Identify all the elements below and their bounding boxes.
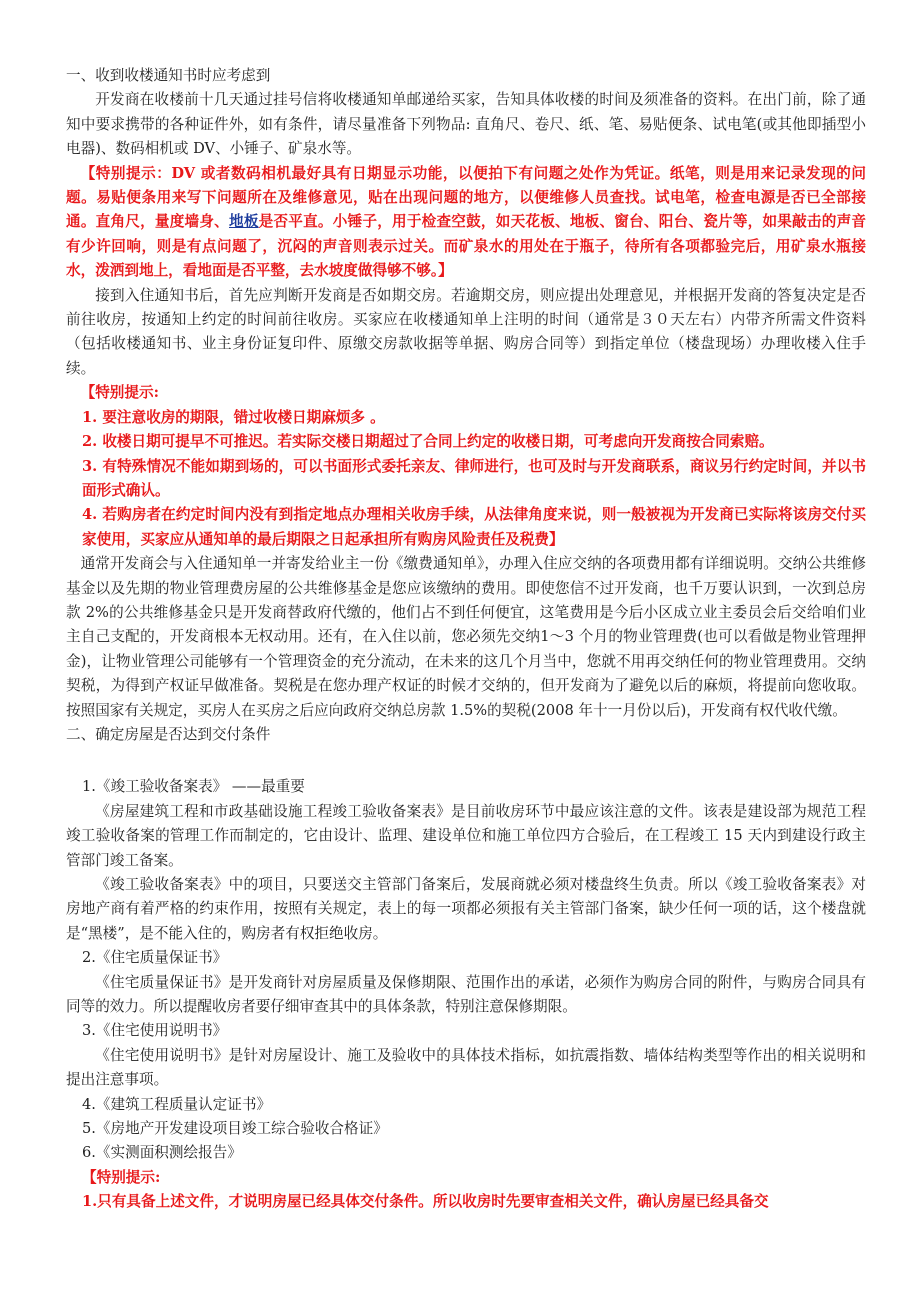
section1-paragraph-3: 通常开发商会与入住通知单一并寄发给业主一份《缴费通知单》，办理入住应交纳的各项费用都有详细说明。交纳公共维修基金以及先期的物业管理费房屋的公共维修基金是您应该缴纳的费用。即使您信不过开发商，也千万要认识到，一次到总房款 2%的公共维修基金只是开发商替政府代缴的，他们占不到任何便宜，这笔费用是今后小区成立业主委员会后交给咱们业主自己支配的，开发商根本无权动用。还有，在入住以前，您必须先交纳1～3 个月的物业管理费(也可以看做是物业管理押金)，让物业管理公司能够有一个管理资金的充分流动，在未来的这几个月当中，您就不用再交纳任何的物业管理费用。交纳契税，为得到产权证早做准备。契税是在您办理产权证的时候才交纳的，但开发商为了避免以后的麻烦，将提前向您收取。按照国家有关规定，买房人在买房之后应向政府交纳总房款 1.5%的契税(2008 年十一月份以后)，开发商有权代收代缴。 bbox=[66, 555, 866, 719]
tip3-item-1: 1.只有具备上述文件，才说明房屋已经具体交付条件。所以收房时先要审查相关文件，确认房屋已经具备交 bbox=[82, 1193, 769, 1211]
spacer bbox=[66, 747, 866, 775]
special-tip-3-title: 【特别提示: bbox=[82, 1168, 161, 1186]
tip2-item-3: 3. 有特殊情况不能如期到场的，可以书面形式委托亲友、律师进行，也可及时与开发商联系，商议另行约定时间，并以书面形式确认。 bbox=[82, 457, 866, 499]
section2-title: 二、确定房屋是否达到交付条件 bbox=[66, 725, 271, 743]
tip1-text-before: 【特别提示：DV 或者数码相机最好具有日期显示功能，以便拍下有问题之处作为凭证。纸笔，则是用来记录发现的问题。易贴便条用来写下问题所在及维修意见，贴在出现问题的地方，以便维修人员查找。试电笔，检查电源是否已全部接通。直角尺，量度墙身、 bbox=[66, 164, 866, 231]
tip2-item-4: 4. 若购房者在约定时间内没有到指定地点办理相关收房手续，从法律角度来说，则一般被视为开发商已实际将该房交付买家使用，买家应从通知单的最后期限之日起承担所有购房风险责任及税费】 bbox=[82, 506, 866, 548]
item1-paragraph-1: 《房屋建筑工程和市政基础设施工程竣工验收备案表》是目前收房环节中最应该注意的文件。该表是建设部为规范工程竣工验收备案的管理工作而制定的，它由设计、监理、建设单位和施工单位四方合验后，在工程竣工 15 天内到建设行政主管部门竣工备案。 bbox=[66, 802, 866, 869]
item5-title: 5.《房地产开发建设项目竣工综合验收合格证》 bbox=[82, 1120, 388, 1138]
item2-title: 2.《住宅质量保证书》 bbox=[82, 949, 228, 967]
item3-paragraph: 《住宅使用说明书》是针对房屋设计、施工及验收中的具体技术指标，如抗震指数、墙体结构类型等作出的相关说明和提出注意事项。 bbox=[66, 1046, 866, 1089]
section1-paragraph-2: 接到入住通知书后，首先应判断开发商是否如期交房。若逾期交房，则应提出处理意见，并根据开发商的答复决定是否前往收房，按通知上约定的时间前往收房。买家应在收楼通知单上注明的时间（通常是３０天左右）内带齐所需文件资料（包括收楼通知书、业主身份证复印件、原缴交房款收据等单据、购房合同等）到指定单位（楼盘现场）办理收楼入住手续。 bbox=[66, 286, 866, 377]
section1-paragraph-1: 开发商在收楼前十几天通过挂号信将收楼通知单邮递给买家，告知具体收楼的时间及须准备的资料。在出门前，除了通知中要求携带的各种证件外，如有条件，请尽量准备下列物品: 直角尺、卷尺、纸、笔、易贴便条、试电笔(或其他即插型小电器)、数码相机或 DV、小锤子、矿泉水等。 bbox=[66, 91, 866, 158]
item6-title: 6.《实测面积测绘报告》 bbox=[82, 1144, 242, 1162]
item4-title: 4.《建筑工程质量认定证书》 bbox=[82, 1095, 272, 1113]
special-tip-2-title: 【特别提示: bbox=[80, 384, 159, 402]
tip2-item-1: 1. 要注意收房的期限，错过收楼日期麻烦多 。 bbox=[82, 408, 385, 426]
tip2-item-2: 2. 收楼日期可提早不可推迟。若实际交楼日期超过了合同上约定的收楼日期，可考虑向开发商按合同索赔。 bbox=[82, 433, 774, 451]
item2-paragraph: 《住宅质量保证书》是开发商针对房屋质量及保修期限、范围作出的承诺，必须作为购房合同的附件，与购房合同具有同等的效力。所以提醒收房者要仔细审查其中的具体条款，特别注意保修期限。 bbox=[66, 973, 866, 1016]
item1-paragraph-2: 《竣工验收备案表》中的项目，只要送交主管部门备案后，发展商就必须对楼盘终生负责。所以《竣工验收备案表》对房地产商有着严格的约束作用，按照有关规定，表上的每一项都必须报有关主管部门备案，缺少任何一项的话，这个楼盘就是“黑楼”，是不能入住的，购房者有权拒绝收房。 bbox=[66, 876, 866, 942]
item3-title: 3.《住宅使用说明书》 bbox=[82, 1022, 228, 1040]
item1-title: 1.《竣工验收备案表》 ——最重要 bbox=[82, 778, 305, 796]
floor-link[interactable]: 地板 bbox=[229, 213, 259, 231]
document-page bbox=[66, 64, 866, 1215]
section1-title: 一、收到收楼通知书时应考虑到 bbox=[66, 67, 271, 84]
tip1-text-after: 是否平直。小锤子，用于检查空鼓，如天花板、地板、窗台、阳台、瓷片等，如果敲击的声音有少许回响，则是有点问题了，沉闷的声音则表示过关。而矿泉水的用处在于瓶子，待所有各项都验完后，用矿泉水瓶接水，泼洒到地上，看地面是否平整，去水坡度做得够不够。】 bbox=[66, 213, 866, 280]
special-tip-1 bbox=[66, 162, 866, 284]
